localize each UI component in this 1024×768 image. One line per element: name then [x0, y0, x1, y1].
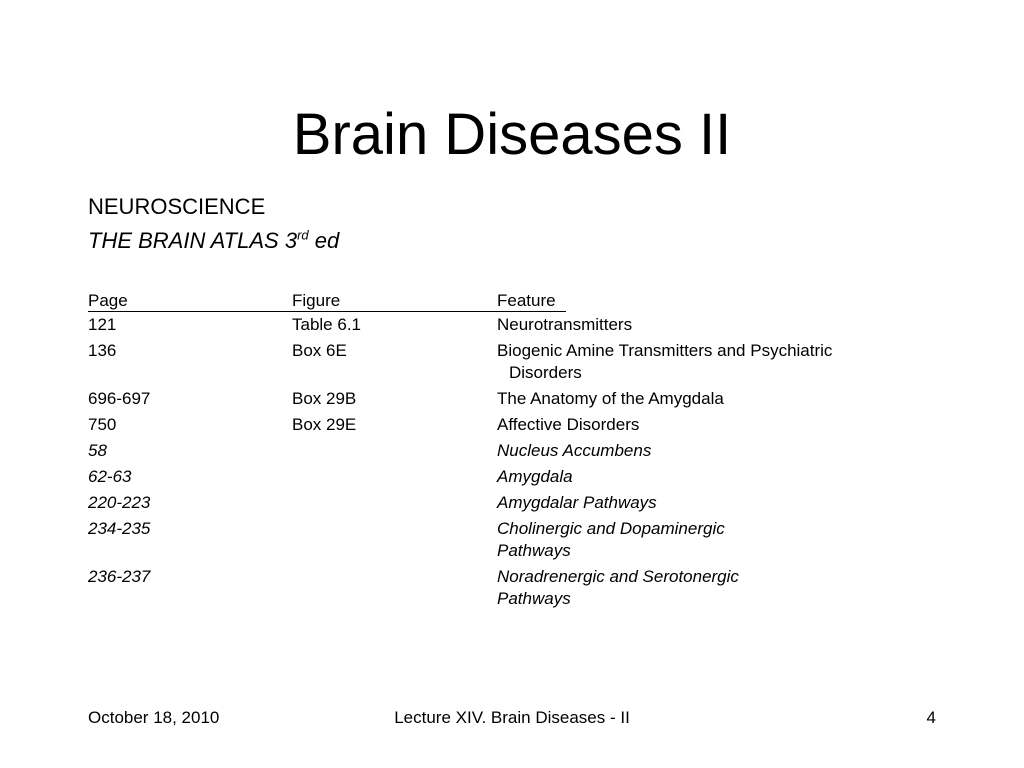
row-feature-line1: Cholinergic and Dopaminergic	[497, 519, 725, 538]
atlas-title-sup: rd	[297, 227, 309, 243]
table-row	[88, 414, 908, 440]
row-page: 136	[88, 341, 117, 360]
footer-page-number: 4	[926, 708, 936, 727]
row-feature: Amygdala	[497, 467, 573, 486]
row-feature	[497, 518, 907, 562]
table-row	[88, 466, 908, 492]
row-feature-line2: Disorders	[509, 363, 582, 382]
row-feature	[497, 566, 907, 610]
row-feature: Amygdalar Pathways	[497, 493, 657, 512]
header-page: Page	[88, 291, 128, 310]
atlas-title-main: THE BRAIN ATLAS 3	[88, 228, 298, 253]
row-page: 58	[88, 441, 107, 460]
book-title: NEUROSCIENCE	[88, 194, 266, 219]
table-row	[88, 314, 908, 340]
row-figure: Box 6E	[292, 341, 347, 360]
slide-title: Brain Diseases II	[292, 102, 732, 167]
atlas-title	[88, 227, 339, 255]
table-row	[88, 518, 908, 566]
row-page: 220-223	[88, 493, 151, 512]
row-feature: The Anatomy of the Amygdala	[497, 389, 724, 408]
table-row	[88, 340, 908, 388]
footer-lecture: Lecture XIV. Brain Diseases - II	[394, 708, 630, 727]
row-feature	[497, 340, 907, 384]
atlas-title-tail: ed	[308, 228, 340, 253]
row-figure: Table 6.1	[292, 315, 361, 334]
header-figure: Figure	[292, 291, 341, 310]
reference-table	[88, 290, 908, 614]
table-row	[88, 492, 908, 518]
row-figure: Box 29E	[292, 415, 357, 434]
row-page: 234-235	[88, 519, 151, 538]
row-feature-line2: Pathways	[497, 589, 571, 608]
table-row	[88, 388, 908, 414]
row-page: 696-697	[88, 389, 151, 408]
row-page: 236-237	[88, 567, 151, 586]
row-feature-line1: Noradrenergic and Serotonergic	[497, 567, 739, 586]
table-row	[88, 566, 908, 614]
header-feature: Feature	[497, 291, 556, 310]
header-underline	[88, 311, 566, 312]
row-feature: Affective Disorders	[497, 415, 640, 434]
row-feature: Neurotransmitters	[497, 315, 633, 334]
row-feature-line2: Pathways	[497, 541, 571, 560]
row-page: 62-63	[88, 467, 132, 486]
row-page: 750	[88, 415, 117, 434]
row-feature-line1: Biogenic Amine Transmitters and Psychiatric	[497, 341, 833, 360]
table-header-row	[88, 290, 908, 314]
table-row	[88, 440, 908, 466]
row-figure: Box 29B	[292, 389, 357, 408]
row-page: 121	[88, 315, 117, 334]
footer-date: October 18, 2010	[88, 708, 220, 727]
row-feature: Nucleus Accumbens	[497, 441, 652, 460]
